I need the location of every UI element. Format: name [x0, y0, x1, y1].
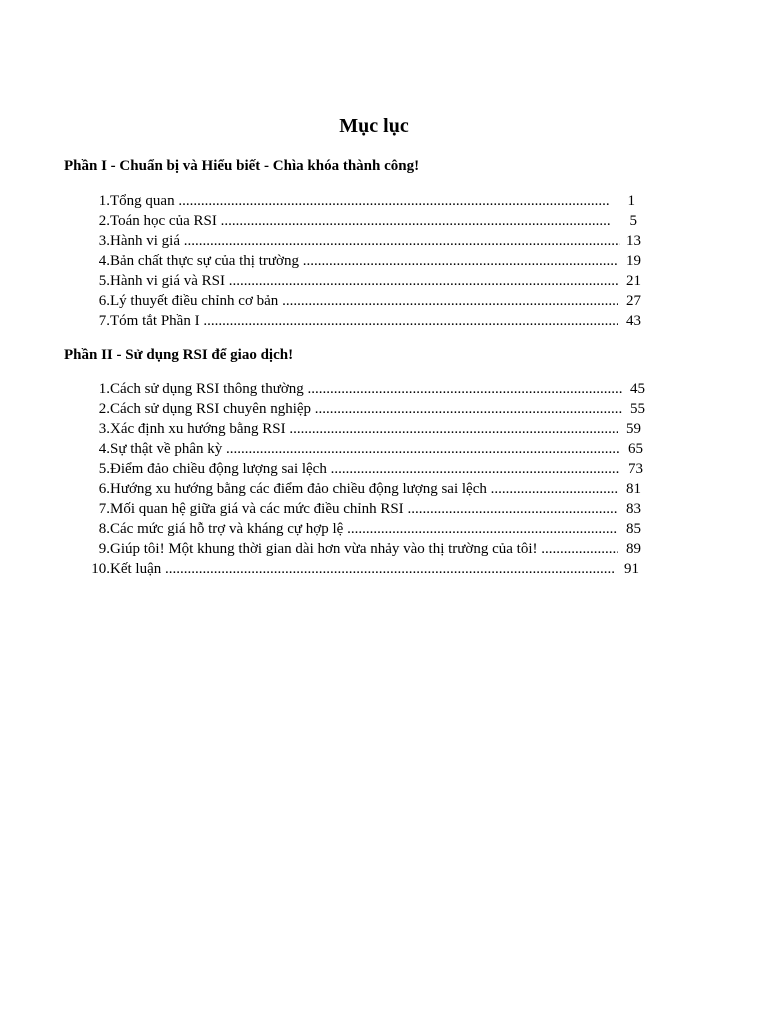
- toc-entry-number: 7.: [98, 313, 110, 329]
- toc-entry-number: 4.: [98, 253, 110, 269]
- toc-entry-title: Kết luận .....: [110, 559, 626, 579]
- toc-entry-number: 3.: [98, 421, 110, 437]
- toc-entry-page: 13: [620, 231, 641, 251]
- toc-entry-number: 4.: [98, 441, 110, 457]
- toc-entry-page: 59: [618, 419, 641, 439]
- toc-entry-page: 65: [620, 439, 643, 459]
- toc-entry-title: Giúp tôi! Một khung thời gian dài hơn vừa nhảy vào thị trường của tôi! .....: [110, 539, 626, 559]
- toc-entry-number: 9.: [98, 541, 110, 557]
- toc-entry-number: 7.: [98, 501, 110, 517]
- toc-entry-title: Lý thuyết điều chỉnh cơ bản .....: [110, 291, 626, 311]
- toc-entry-title: Các mức giá hỗ trợ và kháng cự hợp lệ .....: [110, 519, 626, 539]
- toc-entry-number: 6.: [98, 293, 110, 309]
- toc-entry-title: Hành vi giá .....: [110, 231, 626, 251]
- section-heading-part-1: Phần I - Chuẩn bị và Hiểu biết - Chìa khóa thành công!: [64, 158, 420, 174]
- toc-entry-number: 10.: [91, 561, 110, 577]
- toc-entry-title: Hành vi giá và RSI .....: [110, 271, 626, 291]
- toc-entry-title: Tóm tắt Phần I .....: [110, 311, 626, 331]
- toc-entry-number: 1.: [98, 381, 110, 397]
- toc-entry-page: 83: [618, 499, 641, 519]
- toc-entry-title: Bản chất thực sự của thị trường .....: [110, 251, 626, 271]
- section-heading-part-2: Phần II - Sử dụng RSI để giao dịch!: [64, 347, 294, 363]
- toc-entry-page: 45: [622, 379, 645, 399]
- page-title: Mục lục: [339, 115, 409, 137]
- toc-entry-number: 5.: [98, 273, 110, 289]
- toc-entry-title: Toán học của RSI .....: [110, 211, 626, 231]
- toc-entry-page: 27: [618, 291, 641, 311]
- toc-entry-title: Tổng quan .....: [110, 191, 626, 211]
- toc-entry-page: 5: [610, 211, 637, 231]
- toc-entry-page: 89: [618, 539, 641, 559]
- toc-entry-title: Cách sử dụng RSI thông thường .....: [110, 379, 626, 399]
- toc-entry-title: Cách sử dụng RSI chuyên nghiệp .....: [110, 399, 626, 419]
- toc-entry-page: 91: [616, 559, 639, 579]
- toc-entry-number: 2.: [98, 213, 110, 229]
- toc-entry-page: 19: [618, 251, 641, 271]
- toc-entry-number: 5.: [98, 461, 110, 477]
- toc-entry-title: Xác định xu hướng bằng RSI .....: [110, 419, 626, 439]
- toc-entry-page: 85: [618, 519, 641, 539]
- toc-entry-page: 1: [610, 191, 635, 211]
- toc-entry-title: Hướng xu hướng bằng các điểm đảo chiều động lượng sai lệch .....: [110, 479, 626, 499]
- toc-entry-page: 55: [622, 399, 645, 419]
- toc-entry-title: Sự thật về phân kỳ .....: [110, 439, 626, 459]
- toc-entry-page: 43: [618, 311, 641, 331]
- toc-entry-page: 73: [620, 459, 643, 479]
- toc-entry-number: 6.: [98, 481, 110, 497]
- toc-entry-number: 1.: [98, 193, 110, 209]
- toc-entry-page: 21: [618, 271, 641, 291]
- toc-entry-number: 2.: [98, 401, 110, 417]
- toc-entry-page: 81: [618, 479, 641, 499]
- toc-entry-title: Mối quan hệ giữa giá và các mức điều chỉnh RSI .....: [110, 499, 626, 519]
- toc-entry-number: 8.: [98, 521, 110, 537]
- toc-entry-number: 3.: [98, 233, 110, 249]
- toc-entry-title: Điểm đảo chiều động lượng sai lệch .....: [110, 459, 626, 479]
